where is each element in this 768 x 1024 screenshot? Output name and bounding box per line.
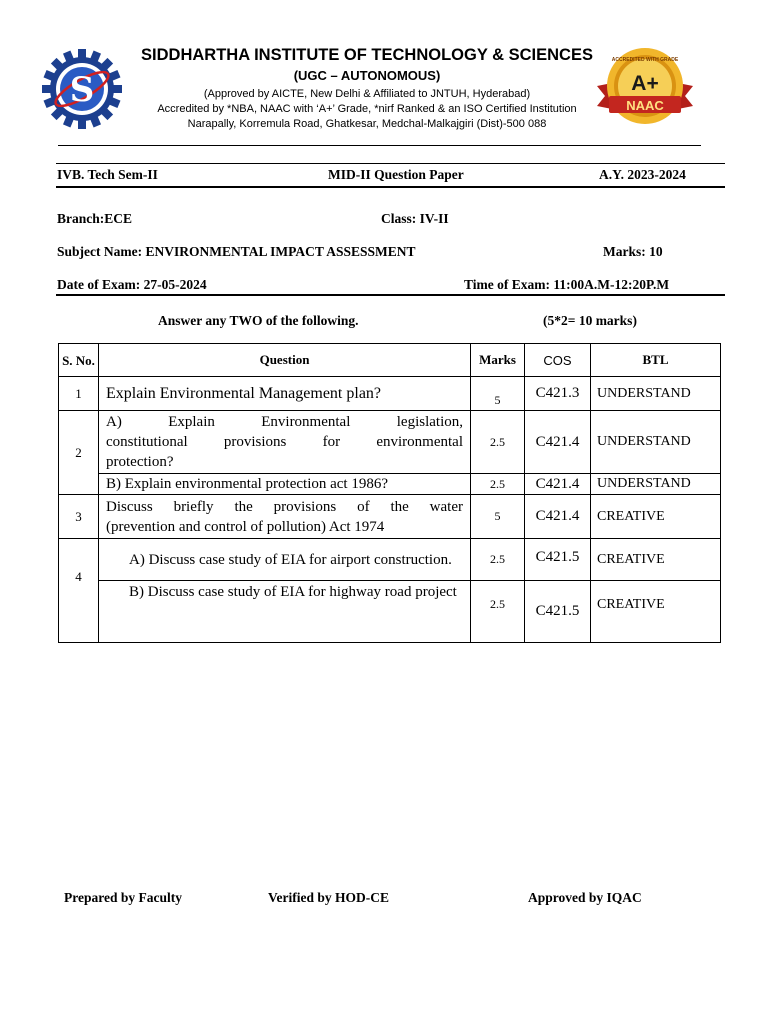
subject-name: Subject Name: ENVIRONMENTAL IMPACT ASSESSMENT (57, 244, 416, 259)
row-btl: UNDERSTAND (591, 377, 721, 411)
row-sno: 2 (59, 411, 99, 495)
row-marks: 2.5 (471, 474, 525, 495)
row-marks: 2.5 (471, 581, 525, 643)
accreditation-line: Accredited by *NBA, NAAC with ‘A+’ Grade, *nirf Ranked & an ISO Certified Institution (157, 103, 577, 115)
row-marks: 5 (471, 377, 525, 411)
svg-text:S: S (69, 70, 95, 110)
row-question: B) Explain environmental protection act 1986? (99, 474, 471, 495)
table-row (59, 474, 721, 495)
approved-by: Approved by IQAC (528, 890, 642, 905)
row-cos: C421.4 (525, 411, 591, 474)
row-marks: 2.5 (471, 539, 525, 581)
row-question: Explain Environmental Management plan? (99, 377, 471, 411)
verified-by: Verified by HOD-CE (268, 890, 389, 905)
exam-time: Time of Exam: 11:00A.M-12:20P.M (464, 277, 670, 292)
btl-header: BTL (591, 344, 721, 377)
badge-name: NAAC (626, 98, 664, 113)
table-row (59, 411, 721, 474)
branch-label: Branch:ECE (57, 211, 133, 226)
address-line: Narapally, Korremula Road, Ghatkesar, Medchal-Malkajgiri (Dist)-500 088 (187, 118, 547, 130)
row-cos: C421.5 (525, 581, 591, 643)
prepared-by: Prepared by Faculty (64, 890, 182, 905)
badge-arc-text: ACCREDITED WITH GRADE (611, 57, 679, 63)
row-question: A) Explain Environmental legislation, constitutional provisions for environmental protection? (99, 411, 471, 474)
row-btl: CREATIVE (591, 581, 721, 643)
row-question: Discuss briefly the provisions of the water (prevention and control of pollution) Act 1974 (99, 495, 471, 539)
institute-logo (42, 48, 122, 130)
autonomous-status: (UGC – AUTONOMOUS) (293, 68, 441, 83)
program-label: IVB. Tech Sem-II (57, 167, 158, 182)
row-cos: C421.3 (525, 377, 591, 411)
table-row (59, 377, 721, 411)
info-rule-bottom (56, 186, 725, 188)
marks-scheme: (5*2= 10 marks) (543, 313, 637, 328)
sno-header: S. No. (59, 344, 99, 377)
table-row (59, 495, 721, 539)
table-row (59, 539, 721, 581)
question-table (58, 343, 721, 643)
instruction: Answer any TWO of the following. (158, 313, 359, 328)
row-question: A) Discuss case study of EIA for airport construction. (99, 539, 471, 581)
row-marks: 5 (471, 495, 525, 539)
naac-badge (595, 44, 695, 130)
institution-name: SIDDHARTHA INSTITUTE OF TECHNOLOGY & SCIENCES (141, 46, 593, 64)
row-btl: UNDERSTAND (591, 474, 721, 495)
marks-header: Marks (471, 344, 525, 377)
row-question: B) Discuss case study of EIA for highway road project (99, 581, 471, 643)
academic-year: A.Y. 2023-2024 (599, 167, 686, 182)
question-header: Question (99, 344, 471, 377)
info-rule-top (56, 163, 725, 164)
class-label: Class: IV-II (381, 211, 449, 226)
approval-line: (Approved by AICTE, New Delhi & Affiliated to JNTUH, Hyderabad) (203, 88, 531, 100)
row-btl: UNDERSTAND (591, 411, 721, 474)
row-sno: 4 (59, 539, 99, 643)
table-header-row (59, 344, 721, 377)
row-sno: 3 (59, 495, 99, 539)
row-btl: CREATIVE (591, 495, 721, 539)
paper-title: MID-II Question Paper (328, 167, 464, 182)
row-cos: C421.4 (525, 474, 591, 495)
badge-grade: A+ (631, 72, 659, 95)
row-btl: CREATIVE (591, 539, 721, 581)
table-row (59, 581, 721, 643)
row-cos: C421.4 (525, 495, 591, 539)
cos-header: COS (525, 344, 591, 377)
row-marks: 2.5 (471, 411, 525, 474)
exam-date: Date of Exam: 27-05-2024 (57, 277, 207, 292)
info-rule-date (56, 294, 725, 296)
row-sno: 1 (59, 377, 99, 411)
header-divider (58, 145, 701, 146)
row-cos: C421.5 (525, 539, 591, 581)
marks-total: Marks: 10 (603, 244, 663, 259)
